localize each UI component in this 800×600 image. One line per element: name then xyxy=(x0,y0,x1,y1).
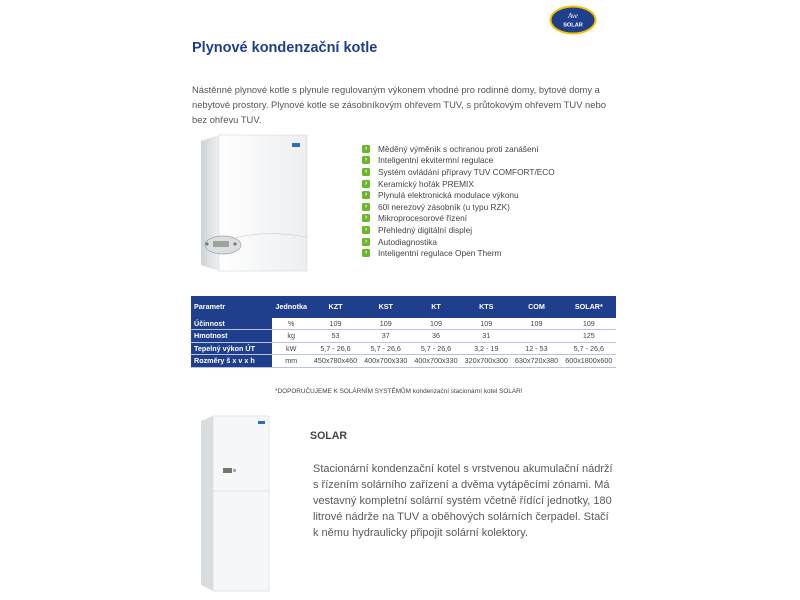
table-cell: 630x720x380 xyxy=(514,356,559,366)
feature-item: › Systém ovládání přípravy TUV COMFORT/ECO xyxy=(362,166,555,178)
column-header: SOLAR* xyxy=(574,302,603,311)
table-cell: 36 xyxy=(432,331,440,341)
feature-item: › 60l nerezový zásobník (u typu RZK) xyxy=(362,201,555,213)
table-cell: 37 xyxy=(381,331,390,341)
table-cell: 400x700x330 xyxy=(364,356,408,366)
column-header: KT xyxy=(431,302,441,311)
row-label: Hmotnost xyxy=(191,330,272,342)
intro-paragraph: Nástěnné plynové kotle s plynule regulovaným výkonem vhodné pro rodinné domy, bytové domy a nebytové prostory. Plynové kotle se zásobníkovým ohřevem TUV, s průtokovým ohřevem TUV nebo bez ohřevu TUV. xyxy=(192,84,606,125)
check-icon: › xyxy=(362,214,370,222)
table-cell: 450x780x460 xyxy=(313,356,358,366)
table-cell: 320x700x300 xyxy=(464,356,508,366)
table-cell: 12 - 53 xyxy=(525,343,548,353)
table-cell: 125 xyxy=(582,331,595,341)
row-label: Tepelný výkon ÚT xyxy=(191,342,272,354)
feature-item: › Keramický hořák PREMIX xyxy=(362,178,555,190)
check-icon: › xyxy=(362,145,370,153)
table-cell: 5,7 - 26,6 xyxy=(320,343,351,353)
table-cell: 109 xyxy=(430,319,442,328)
column-header: KST xyxy=(378,302,393,311)
table-cell: kW xyxy=(285,343,297,353)
table-cell: mm xyxy=(285,356,298,366)
table-cell: 109 xyxy=(329,319,342,328)
solar-description: Stacionární kondenzační kotel s vrstvenou akumulační nádrží s řízením solárního zařízení a dvěma vytápěcími zónami. Má vestavný kompletní solární systém včetně řídící jednotky, 180 litrové nádrže na TUV a oběhových solárních čerpadel. Stačí k němu hydraulicky připojit solární kolektory. xyxy=(313,463,613,539)
spec-table xyxy=(191,296,616,368)
table-cell: 5,7 - 26,6 xyxy=(573,343,604,353)
table-cell: 109 xyxy=(530,319,543,328)
table-cell: 3,2 - 19 xyxy=(474,343,499,353)
company-logo xyxy=(549,5,597,35)
floor-boiler-image xyxy=(198,413,273,593)
feature-item: › Přehledný digitální displej xyxy=(362,224,555,236)
column-header: KTS xyxy=(479,302,494,311)
feature-list xyxy=(362,143,555,259)
feature-item: › Autodiagnostika xyxy=(362,236,555,248)
check-icon: › xyxy=(362,203,370,211)
column-header: Parametr xyxy=(194,302,226,311)
table-cell: 31 xyxy=(482,331,491,341)
table-cell: 600x1800x600 xyxy=(565,356,613,366)
feature-item: › Inteligentní regulace Open Therm xyxy=(362,247,555,259)
solar-heading: SOLAR xyxy=(310,430,348,442)
table-cell: 53 xyxy=(331,331,340,341)
table-cell xyxy=(511,330,561,342)
recommendation-note: *DOPORUČUJEME K SOLÁRNÍM SYSTÉMŮM kondenzační stacionární kotel SOLAR! xyxy=(275,388,523,395)
table-cell: 400x700x330 xyxy=(414,356,458,366)
table-row xyxy=(191,318,616,330)
check-icon: › xyxy=(362,156,370,164)
page-title: Plynové kondenzační kotle xyxy=(192,40,378,56)
check-icon: › xyxy=(362,238,370,246)
check-icon: › xyxy=(362,249,370,257)
table-cell: 5,7 - 26,6 xyxy=(420,343,452,353)
svg-text:SOLAR: SOLAR xyxy=(563,22,583,29)
column-header: COM xyxy=(528,302,545,311)
feature-item: › Měděný výměník s ochranou proti zanášení xyxy=(362,143,555,155)
row-label: Účinnost xyxy=(191,318,272,330)
table-cell: 109 xyxy=(480,319,493,328)
row-label: Rozměry š x v x h xyxy=(191,355,272,367)
column-header: KZT xyxy=(328,302,343,311)
check-icon: › xyxy=(362,168,370,176)
table-cell: 5,7 - 26,6 xyxy=(370,343,401,353)
table-row xyxy=(191,342,616,354)
table-header-row xyxy=(191,296,616,318)
table-cell: 109 xyxy=(379,319,392,328)
table-row xyxy=(191,330,616,342)
ave-solar-logo xyxy=(549,5,597,35)
check-icon: › xyxy=(362,180,370,188)
column-header: Jednotka xyxy=(275,302,307,311)
check-icon: › xyxy=(362,191,370,199)
table-cell: % xyxy=(287,319,295,328)
table-row xyxy=(191,355,616,367)
check-icon: › xyxy=(362,226,370,234)
feature-item: › Plynulá elektronická modulace výkonu xyxy=(362,189,555,201)
feature-item: › Inteligentní ekvitermní regulace xyxy=(362,155,555,167)
svg-text:Ave: Ave xyxy=(567,12,579,20)
table-cell: kg xyxy=(287,331,295,341)
table-cell: 109 xyxy=(582,319,595,328)
feature-item: › Mikroprocesorové řízení xyxy=(362,213,555,225)
wall-boiler-image xyxy=(197,133,311,278)
